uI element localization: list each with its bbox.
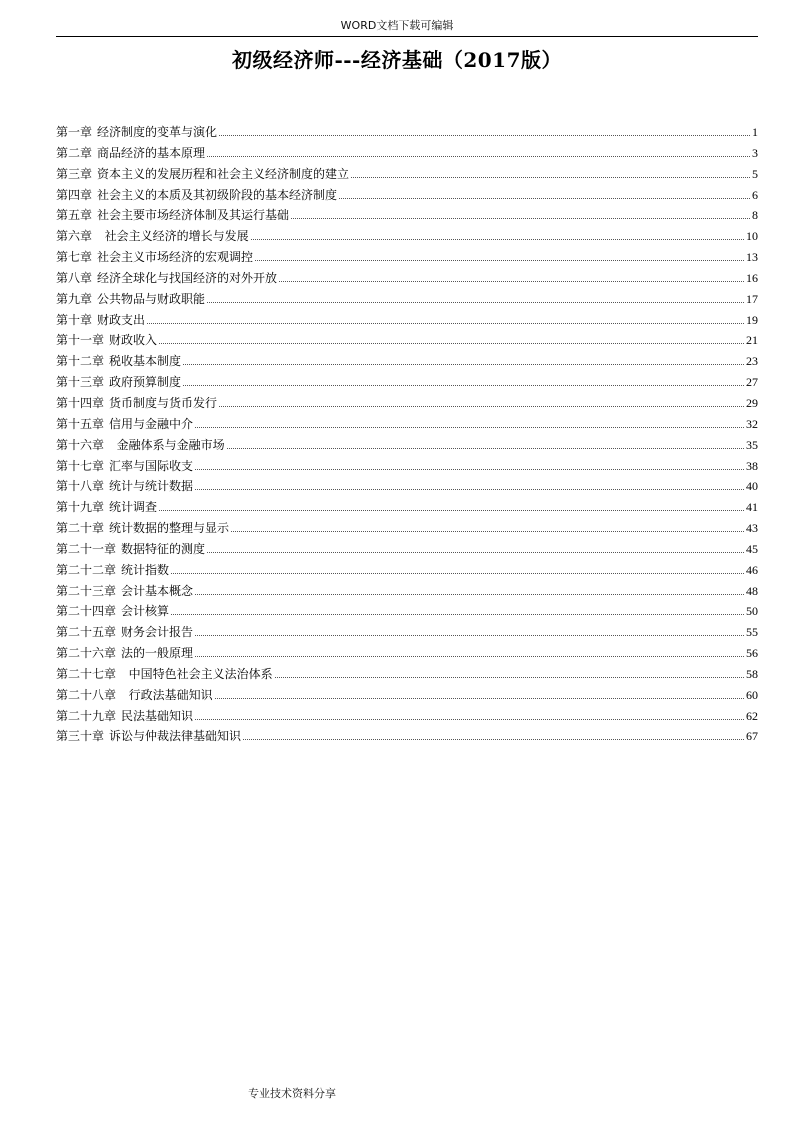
- toc-chapter-number: 第十章: [56, 312, 93, 327]
- toc-entry[interactable]: [56, 416, 758, 437]
- page-header: WORD文档下载可编辑: [340, 19, 454, 32]
- toc-chapter-title: 金融体系与金融市场: [109, 437, 225, 452]
- toc-chapter-number: 第八章: [56, 270, 93, 285]
- toc-dot-leader: [231, 531, 744, 532]
- toc-page-number: 45: [746, 541, 758, 556]
- toc-chapter-number: 第五章: [56, 208, 93, 223]
- toc-entry[interactable]: [56, 145, 758, 166]
- toc-chapter-title: 货币制度与货币发行: [109, 395, 218, 410]
- toc-entry[interactable]: [56, 562, 758, 583]
- toc-entry[interactable]: [56, 437, 758, 458]
- toc-chapter-number: 第十五章: [56, 416, 105, 431]
- toc-entry[interactable]: [56, 708, 758, 729]
- toc-page-number: 19: [746, 312, 758, 327]
- toc-dot-leader: [183, 385, 744, 386]
- toc-page-number: 6: [752, 187, 758, 202]
- toc-chapter-number: 第十二章: [56, 354, 105, 369]
- toc-page-number: 58: [746, 666, 758, 681]
- toc-page-number: 13: [746, 250, 758, 265]
- toc-entry[interactable]: [56, 395, 758, 416]
- toc-chapter-number: 第十四章: [56, 395, 105, 410]
- toc-chapter-number: 第二十八章: [56, 687, 117, 702]
- toc-dot-leader: [291, 218, 750, 219]
- toc-dot-leader: [195, 469, 744, 470]
- toc-entry[interactable]: [56, 624, 758, 645]
- toc-entry[interactable]: [56, 124, 758, 145]
- toc-chapter-number: 第六章: [56, 229, 93, 244]
- toc-page-number: 17: [746, 291, 758, 306]
- toc-chapter-title: 财政支出: [97, 312, 146, 327]
- toc-chapter-number: 第二十一章: [56, 541, 117, 556]
- toc-page-number: 60: [746, 687, 758, 702]
- toc-entry[interactable]: [56, 645, 758, 666]
- toc-chapter-number: 第二十六章: [56, 646, 117, 661]
- toc-chapter-title: 公共物品与财政职能: [97, 291, 206, 306]
- toc-chapter-number: 第十九章: [56, 500, 105, 515]
- toc-chapter-title: 中国特色社会主义法治体系: [121, 666, 273, 681]
- toc-chapter-number: 第十一章: [56, 333, 105, 348]
- page-footer: 专业技术资料分享: [248, 1087, 336, 1100]
- toc-dot-leader: [159, 343, 744, 344]
- toc-chapter-number: 第十七章: [56, 458, 105, 473]
- toc-chapter-title: 财政收入: [109, 333, 158, 348]
- toc-entry[interactable]: [56, 603, 758, 624]
- toc-page-number: 55: [746, 625, 758, 640]
- toc-page-number: 56: [746, 646, 758, 661]
- toc-chapter-title: 行政法基础知识: [121, 687, 213, 702]
- toc-dot-leader: [227, 448, 744, 449]
- toc-chapter-number: 第十六章: [56, 437, 105, 452]
- toc-chapter-number: 第七章: [56, 250, 93, 265]
- toc-entry[interactable]: [56, 353, 758, 374]
- toc-page-number: 5: [752, 166, 758, 181]
- toc-page-number: 3: [752, 145, 758, 160]
- toc-dot-leader: [207, 156, 750, 157]
- toc-entry[interactable]: [56, 270, 758, 291]
- toc-page-number: 1: [752, 125, 758, 139]
- toc-chapter-title: 统计与统计数据: [109, 479, 194, 494]
- toc-chapter-title: 民法基础知识: [121, 708, 194, 723]
- toc-chapter-title: 社会主义经济的增长与发展: [97, 229, 249, 244]
- toc-dot-leader: [195, 594, 744, 595]
- toc-chapter-title: 诉讼与仲裁法律基础知识: [109, 729, 242, 744]
- toc-dot-leader: [195, 635, 744, 636]
- toc-chapter-number: 第三十章: [56, 729, 105, 744]
- toc-dot-leader: [243, 739, 744, 740]
- toc-chapter-title: 商品经济的基本原理: [97, 145, 206, 160]
- toc-entry[interactable]: [56, 728, 758, 749]
- toc-dot-leader: [171, 614, 744, 615]
- toc-entry[interactable]: [56, 541, 758, 562]
- toc-page-number: 10: [746, 229, 758, 244]
- toc-entry[interactable]: [56, 520, 758, 541]
- toc-chapter-title: 社会主义的本质及其初级阶段的基本经济制度: [97, 187, 338, 202]
- toc-entry[interactable]: [56, 478, 758, 499]
- toc-page-number: 38: [746, 458, 758, 473]
- toc-dot-leader: [215, 698, 744, 699]
- toc-entry[interactable]: [56, 228, 758, 249]
- toc-entry[interactable]: [56, 666, 758, 687]
- toc-dot-leader: [147, 323, 744, 324]
- toc-page-number: 46: [746, 562, 758, 577]
- toc-page-number: 8: [752, 208, 758, 223]
- toc-dot-leader: [171, 573, 744, 574]
- toc-chapter-title: 税收基本制度: [109, 354, 182, 369]
- toc-page-number: 62: [746, 708, 758, 723]
- toc-chapter-number: 第二十二章: [56, 562, 117, 577]
- toc-chapter-number: 第二十九章: [56, 708, 117, 723]
- toc-entry[interactable]: [56, 249, 758, 270]
- toc-page-number: 50: [746, 604, 758, 619]
- toc-chapter-title: 信用与金融中介: [109, 416, 194, 431]
- toc-dot-leader: [279, 281, 744, 282]
- toc-entry[interactable]: [56, 374, 758, 395]
- toc-dot-leader: [195, 719, 744, 720]
- toc-dot-leader: [195, 656, 744, 657]
- toc-page-number: 43: [746, 521, 758, 536]
- toc-chapter-title: 政府预算制度: [109, 375, 182, 390]
- toc-dot-leader: [183, 364, 744, 365]
- toc-page-number: 67: [746, 729, 758, 744]
- toc-dot-leader: [351, 177, 750, 178]
- toc-entry[interactable]: [56, 499, 758, 520]
- toc-dot-leader: [159, 510, 744, 511]
- toc-chapter-number: 第十三章: [56, 375, 105, 390]
- toc-entry[interactable]: [56, 312, 758, 333]
- toc-dot-leader: [251, 239, 744, 240]
- toc-dot-leader: [195, 427, 744, 428]
- toc-chapter-number: 第二十五章: [56, 625, 117, 640]
- toc-dot-leader: [275, 677, 744, 678]
- toc-chapter-title: 会计核算: [121, 604, 170, 619]
- toc-page-number: 41: [746, 500, 758, 515]
- toc-page-number: 32: [746, 416, 758, 431]
- toc-chapter-title: 统计数据的整理与显示: [109, 521, 230, 536]
- toc-chapter-title: 经济全球化与找国经济的对外开放: [97, 270, 278, 285]
- toc-page-number: 35: [746, 437, 758, 452]
- toc-dot-leader: [339, 198, 750, 199]
- toc-chapter-number: 第二十七章: [56, 666, 117, 681]
- toc-entry[interactable]: [56, 458, 758, 479]
- toc-chapter-title: 法的一般原理: [121, 646, 194, 661]
- toc-chapter-title: 会计基本概念: [121, 583, 194, 598]
- toc-entry[interactable]: [56, 207, 758, 228]
- toc-page-number: 29: [746, 395, 758, 410]
- toc-entry[interactable]: [56, 687, 758, 708]
- document-title: 初级经济师---经济基础（2017版）: [231, 48, 563, 72]
- toc-dot-leader: [195, 489, 744, 490]
- toc-chapter-number: 第三章: [56, 166, 93, 181]
- toc-page-number: 23: [746, 354, 758, 369]
- toc-chapter-number: 第二十章: [56, 521, 105, 536]
- toc-chapter-title: 数据特征的测度: [121, 541, 206, 556]
- toc-entry[interactable]: [56, 166, 758, 187]
- toc-chapter-title: 社会主义市场经济的宏观调控: [97, 250, 254, 265]
- toc-page-number: 27: [746, 375, 758, 390]
- toc-chapter-number: 第一章: [56, 125, 93, 139]
- toc-chapter-number: 第二十四章: [56, 604, 117, 619]
- toc-dot-leader: [219, 406, 744, 407]
- toc-chapter-title: 汇率与国际收支: [109, 458, 194, 473]
- toc-chapter-title: 经济制度的变革与演化: [97, 125, 218, 139]
- toc-chapter-number: 第二章: [56, 145, 93, 160]
- toc-page-number: 16: [746, 270, 758, 285]
- toc-entry[interactable]: [56, 187, 758, 208]
- toc-chapter-title: 资本主义的发展历程和社会主义经济制度的建立: [97, 166, 350, 181]
- toc-page-number: 40: [746, 479, 758, 494]
- toc-chapter-number: 第二十三章: [56, 583, 117, 598]
- toc-dot-leader: [255, 260, 744, 261]
- header-rule: [56, 36, 758, 37]
- toc-entry[interactable]: [56, 583, 758, 604]
- toc-dot-leader: [219, 135, 750, 136]
- toc-dot-leader: [207, 302, 744, 303]
- toc-page-number: 21: [746, 333, 758, 348]
- toc-chapter-title: 社会主要市场经济体制及其运行基础: [97, 208, 290, 223]
- toc-chapter-title: 统计指数: [121, 562, 170, 577]
- toc-page-number: 48: [746, 583, 758, 598]
- toc-dot-leader: [207, 552, 744, 553]
- toc-chapter-title: 财务会计报告: [121, 625, 194, 640]
- toc-entry[interactable]: [56, 291, 758, 312]
- toc-entry[interactable]: [56, 332, 758, 353]
- toc-chapter-number: 第十八章: [56, 479, 105, 494]
- toc-chapter-number: 第九章: [56, 291, 93, 306]
- table-of-contents: [56, 124, 758, 749]
- toc-chapter-title: 统计调查: [109, 500, 158, 515]
- toc-chapter-number: 第四章: [56, 187, 93, 202]
